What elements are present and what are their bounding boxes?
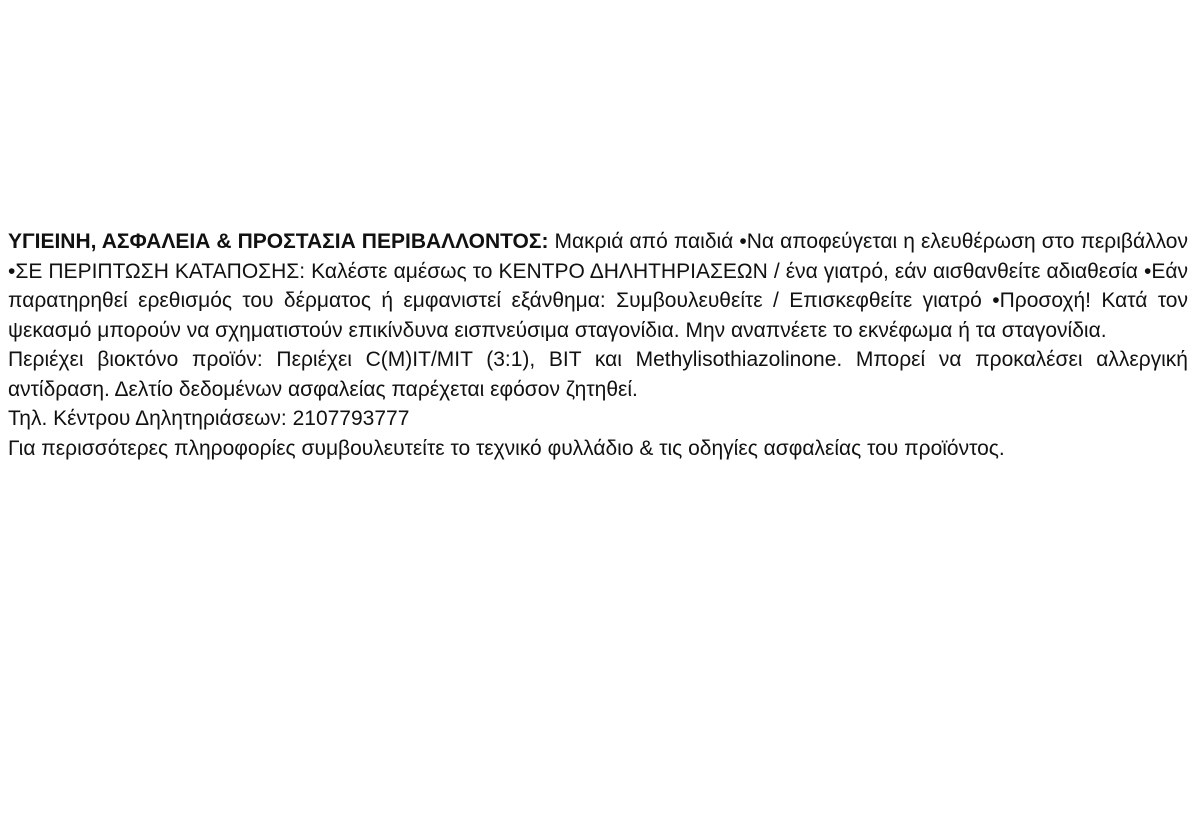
safety-label-text [8,227,1188,463]
poison-center-phone: Τηλ. Κέντρου Δηλητηριάσεων: 2107793777 [8,407,410,430]
biocide-paragraph: Περιέχει βιοκτόνο προϊόν: Περιέχει C(M)IT/MIT (3:1), BIT και Methylisothiazolinone. Μπορεί να προκαλέσει αλλεργική αντίδραση. Δελτίο δεδομένων ασφαλείας παρέχεται εφόσον ζητηθεί. [8,348,1188,401]
safety-paragraph [8,227,1188,345]
safety-heading: ΥΓΙΕΙΝΗ, ΑΣΦΑΛΕΙΑ & ΠΡΟΣΤΑΣΙΑ ΠΕΡΙΒΑΛΛΟΝΤΟΣ: [8,230,549,253]
more-info-paragraph: Για περισσότερες πληροφορίες συμβουλευτείτε το τεχνικό φυλλάδιο & τις οδηγίες ασφαλείας του προϊόντος. [8,436,1005,460]
safety-body: Μακριά από παιδιά •Να αποφεύγεται η ελευθέρωση στο περιβάλλον •ΣΕ ΠΕΡΙΠΤΩΣΗ ΚΑΤΑΠΟΣΗΣ: Καλέστε αμέσως το ΚΕΝΤΡΟ ΔΗΛΗΤΗΡΙΑΣΕΩΝ / ένα γιατρό, εάν αισθανθείτε αδιαθεσία •Εάν παρατηρηθεί ερεθισμός του δέρματος ή εμφανιστεί εξάνθημα: Συμβουλευθείτε / Επισκεφθείτε γιατρό •Προσοχή! Κατά τον ψεκασμό μπορούν να σχηματιστούν επικίνδυνα εισπνεύσιμα σταγονίδια. Μην αναπνέετε το εκνέφωμα ή τα σταγονίδια. [8,230,1188,342]
